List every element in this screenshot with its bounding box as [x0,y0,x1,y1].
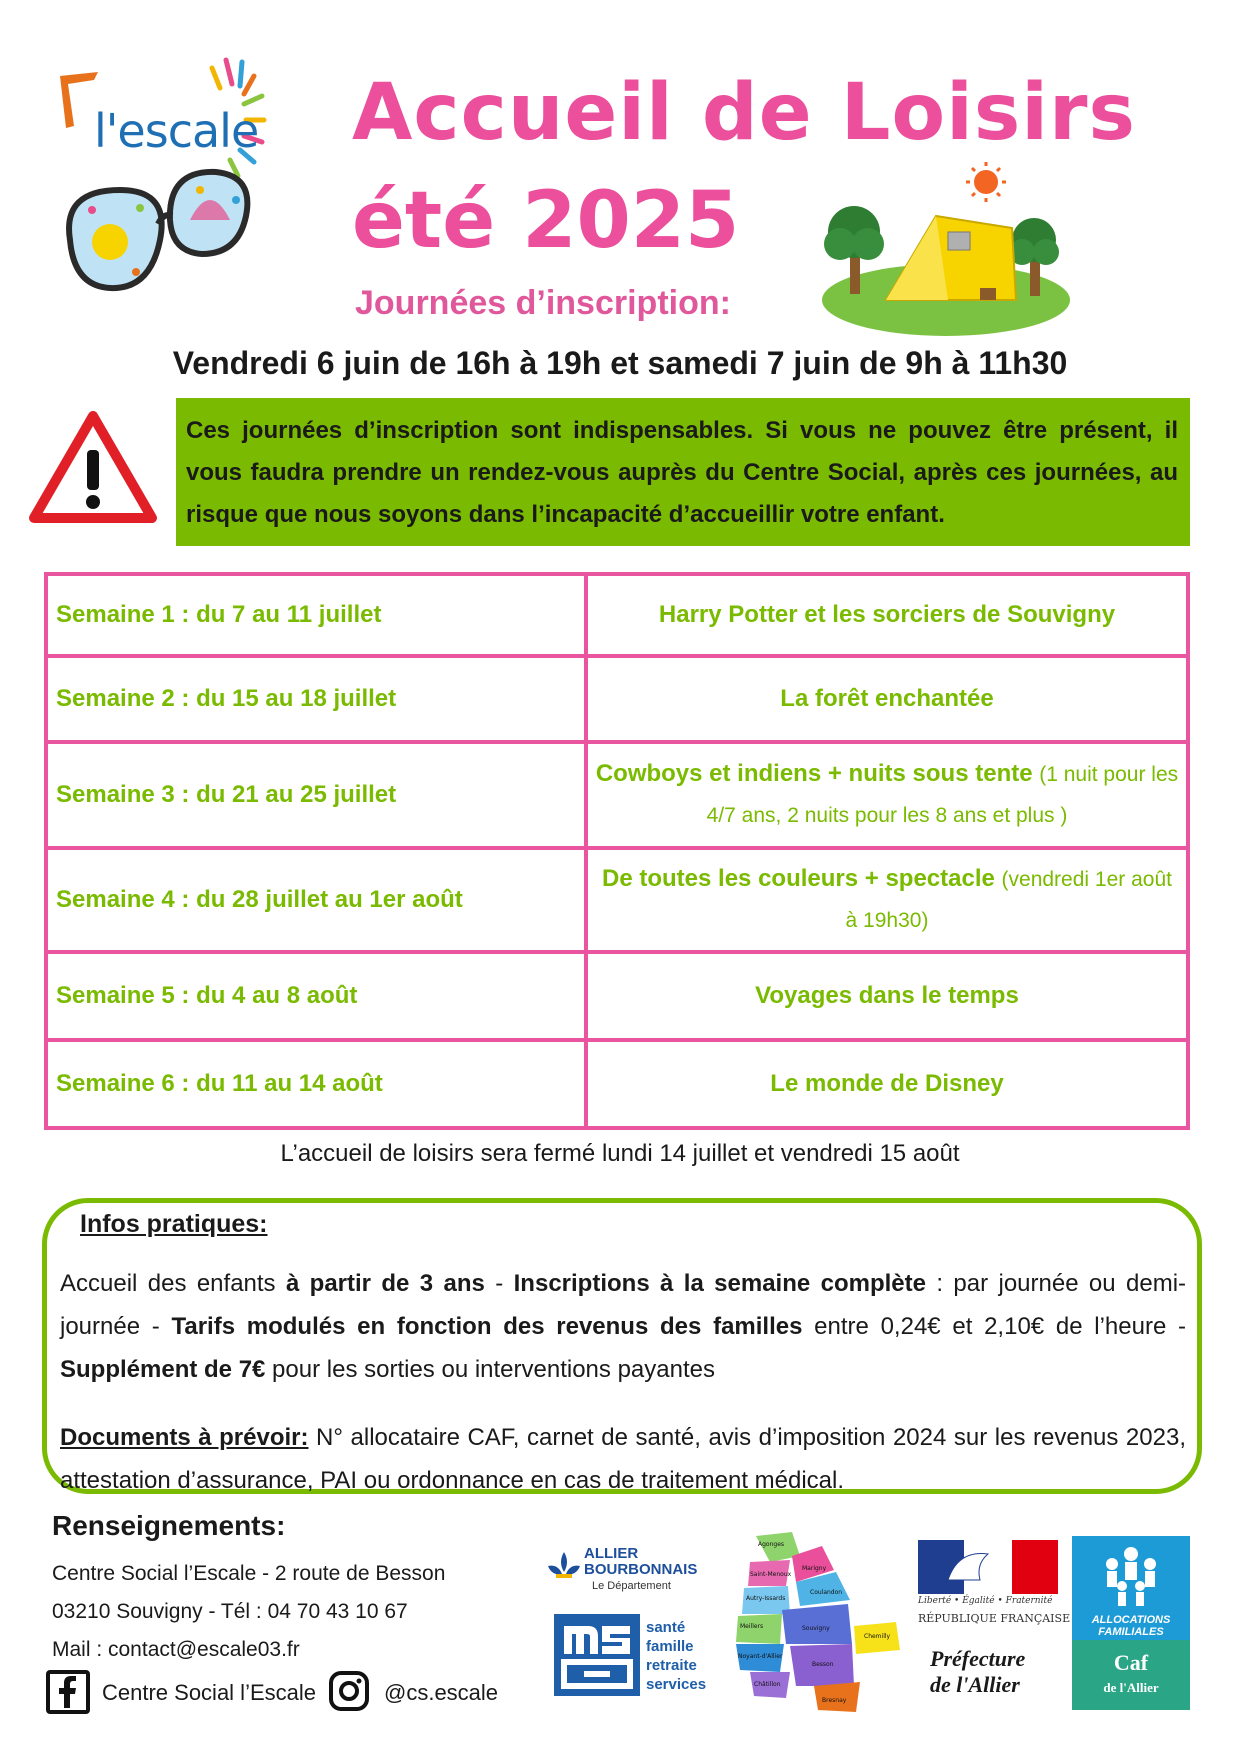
contact-title: Renseignements: [52,1510,286,1541]
allier-logo-icon [544,1548,584,1588]
prefecture-name-line1: Préfecture [930,1646,1026,1671]
escale-logo-graphic [40,40,290,300]
warning-icon [28,410,158,526]
theme-note: (vendredi 1er août à 19h30) [845,868,1172,932]
msa-line: santé [646,1619,686,1636]
theme-cell [586,656,1188,742]
facebook-glyph [50,1674,86,1710]
infos-title: Infos pratiques: [80,1210,268,1238]
infos-supplement: Supplément de 7€ [60,1356,266,1383]
map-label: Châtillon [754,1681,781,1688]
documents-label: Documents à prévoir: [60,1424,309,1451]
marianne-logo [918,1540,1058,1594]
theme-cell [586,574,1188,656]
registration-days-heading: Journées d’inscription: [355,284,731,322]
escale-logo-text: l'escale [94,104,259,158]
theme-title: La forêt enchantée [780,685,994,712]
communes-map [730,1526,910,1716]
tent-illustration-graphic [816,160,1076,340]
escale-logo [40,40,290,300]
map-label: Besson [812,1661,834,1668]
msa-logo-graphic [554,1614,640,1696]
week-cell: Semaine 2 : du 15 au 18 juillet [46,656,586,742]
week-cell: Semaine 6 : du 11 au 14 août [46,1040,586,1128]
allier-line2: BOURBONNAIS [584,1561,698,1578]
theme-title: Harry Potter et les sorciers de Souvigny [658,601,1116,628]
contact-email: Mail : contact@escale03.fr [52,1638,300,1661]
caf-people-icon [1098,1546,1164,1608]
camping-illustration [816,160,1076,340]
infos-text: entre 0,24€ et 2,10€ de l’heure - [802,1313,1186,1340]
map-label: Autry-Issards [746,1595,786,1602]
prefecture-name-line2: de l'Allier [930,1672,1020,1697]
msa-text [646,1618,706,1694]
table-row [46,742,1188,848]
table-row [46,1040,1188,1128]
documents-text: N° allocataire CAF, carnet de santé, avis d’imposition 2024 sur les revenus 2023, attestation d’assurance, PAI ou ordonnance en cas de traitement médical. [60,1424,1186,1494]
infos-separator: - [484,1270,514,1297]
caf-people-graphic [1098,1546,1164,1608]
prefecture-motto: Liberté • Égalité • Fraternité [918,1596,1053,1606]
map-label: Marigny [802,1565,827,1572]
table-row [46,656,1188,742]
infos-paragraph [60,1262,1186,1391]
table-row [46,574,1188,656]
infos-text: Accueil des enfants [60,1270,286,1297]
infos-age: à partir de 3 ans [285,1270,485,1297]
infos-week-registration: Inscriptions à la semaine complète [513,1270,926,1297]
caf-alloc-line2: FAMILIALES [1098,1626,1164,1638]
marianne-logo-graphic [918,1540,1058,1594]
map-label: Agonges [758,1541,785,1548]
contact-phone: 03210 Souvigny - Tél : 04 70 43 10 67 [52,1600,408,1623]
instagram-icon [328,1670,370,1712]
instagram-glyph [328,1670,370,1712]
theme-title: De toutes les couleurs + spectacle [602,865,995,892]
map-label: Noyant-d'Allier [738,1653,783,1660]
closure-note: L’accueil de loisirs sera fermé lundi 14 juillet et vendredi 15 août [280,1140,960,1167]
msa-line: famille [646,1638,694,1655]
infos-text: pour les sorties ou interventions payantes [265,1356,715,1383]
contact-address: Centre Social l’Escale - 2 route de Besson [52,1562,446,1585]
documents-paragraph [60,1416,1186,1502]
allier-subtitle: Le Département [592,1580,671,1592]
facebook-label: Centre Social l’Escale [102,1680,316,1705]
theme-cell [586,952,1188,1040]
map-label: Coulandon [810,1589,843,1596]
theme-cell [586,742,1188,848]
msa-line: retraite [646,1657,697,1674]
caf-name: Caf [1113,1650,1149,1675]
week-cell: Semaine 4 : du 28 juillet au 1er août [46,848,586,952]
weeks-table [44,572,1190,1130]
theme-cell [586,1040,1188,1128]
allier-line1: ALLIER [584,1545,639,1562]
theme-note: (1 nuit pour les 4/7 ans, 2 nuits pour les 8 ans et plus ) [706,763,1179,827]
caf-subtitle: de l'Allier [1103,1680,1159,1695]
week-cell: Semaine 1 : du 7 au 11 juillet [46,574,586,656]
warning-box [176,398,1190,546]
infos-pricing: Tarifs modulés en fonction des revenus des familles [171,1313,803,1340]
caf-allocations-text [1072,1614,1190,1638]
theme-title: Voyages dans le temps [755,982,1019,1009]
allier-logo-text [584,1546,697,1578]
page-title-year: été 2025 [352,176,740,266]
theme-cell [586,848,1188,952]
infos-text: : par journée ou demi-journée - [60,1270,1187,1340]
week-cell: Semaine 5 : du 4 au 8 août [46,952,586,1040]
table-row [46,952,1188,1040]
prefecture-republic: RÉPUBLIQUE FRANÇAISE [918,1612,1071,1625]
map-label: Bresnay [822,1697,847,1704]
table-row [46,848,1188,952]
map-label: Saint-Menoux [750,1571,792,1578]
map-label: Chemilly [864,1633,891,1640]
page-title: Accueil de Loisirs [352,68,1136,158]
fleur-de-lis-icon [544,1548,584,1588]
caf-alloc-line1: ALLOCATIONS [1091,1614,1171,1626]
msa-line: services [646,1676,707,1693]
registration-dates: Vendredi 6 juin de 16h à 19h et samedi 7 juin de 9h à 11h30 [172,345,1068,381]
prefecture-name [930,1646,1025,1698]
warning-triangle-graphic [28,410,158,526]
theme-title: Le monde de Disney [770,1070,1004,1097]
map-label: Meillers [740,1623,764,1630]
warning-text: Ces journées d’inscription sont indispensables. Si vous ne pouvez être présent, il vous faudra prendre un rendez-vous auprès du Centre Social, après ces journées, au risque que nous soyons dans l’incapacité d’accueillir votre enfant. [186,417,1178,528]
theme-title: Cowboys et indiens + nuits sous tente [595,760,1033,787]
facebook-icon [46,1670,90,1714]
instagram-label: @cs.escale [384,1680,499,1705]
week-cell: Semaine 3 : du 21 au 25 juillet [46,742,586,848]
communes-map-graphic [730,1526,910,1716]
map-label: Souvigny [802,1625,830,1632]
